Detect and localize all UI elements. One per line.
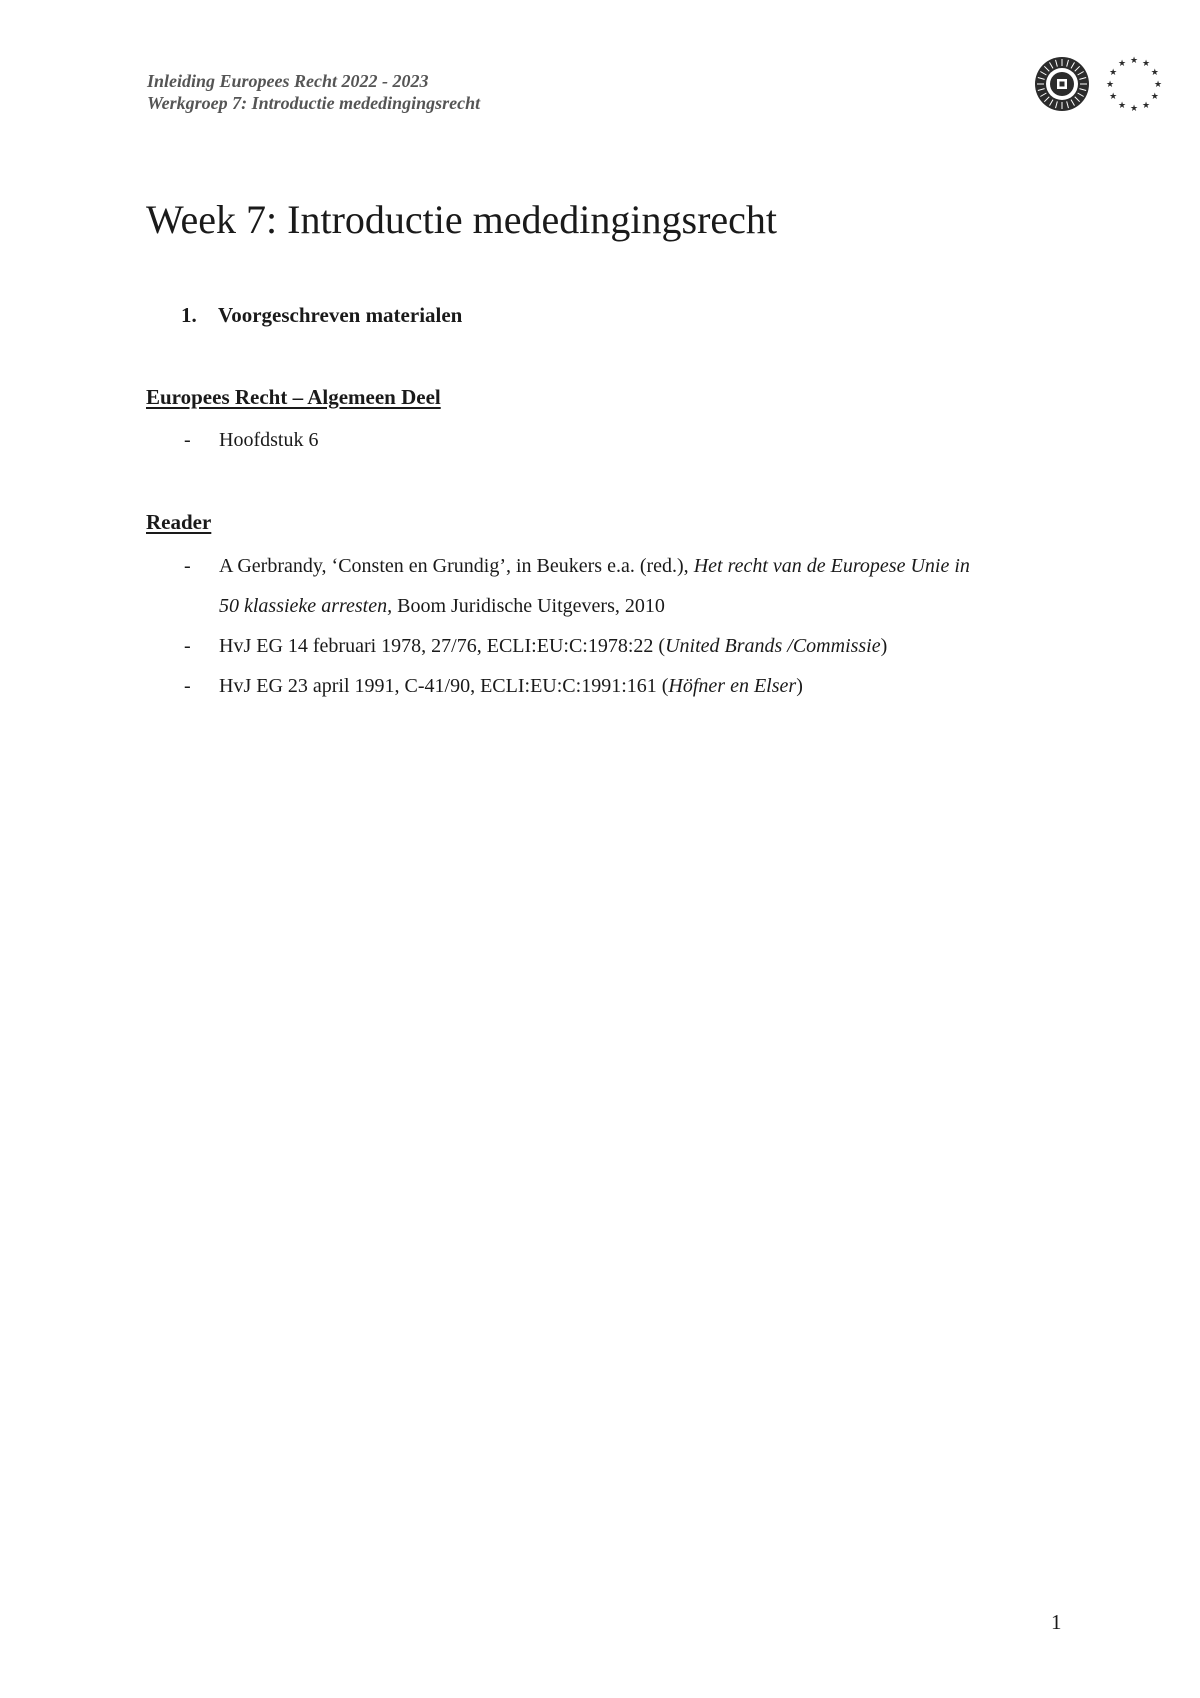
star-icon: ★: [1141, 100, 1151, 111]
list-item: [146, 666, 1076, 706]
reader-item-book-title: Het recht van de Europese Unie in: [693, 555, 970, 577]
reader-item-author: A Gerbrandy, ‘Consten en Grundig’, in Beukers e.a. (red.),: [219, 555, 689, 577]
list-item: [146, 546, 1076, 626]
case-name: United Brands /Commissie: [665, 635, 881, 657]
dash-bullet: -: [184, 635, 191, 657]
star-icon: ★: [1150, 68, 1159, 78]
case-citation-close: ): [796, 675, 803, 697]
star-icon: ★: [1150, 92, 1159, 102]
header-course-title: Inleiding Europees Recht 2022 - 2023: [147, 71, 429, 91]
section-number: 1.: [181, 303, 197, 327]
logo-group: [1034, 54, 1166, 114]
reader-heading: Reader: [146, 510, 212, 534]
book-heading: Europees Recht – Algemeen Deel: [146, 385, 441, 409]
reader-item-book-title-cont: 50 klassieke arresten,: [219, 595, 393, 617]
star-icon: ★: [1129, 104, 1139, 114]
book-list: [146, 420, 1076, 460]
star-icon: ★: [1105, 80, 1115, 90]
case-citation-close: ): [880, 635, 888, 657]
header-logos: [1034, 54, 1166, 114]
star-icon: ★: [1153, 80, 1163, 90]
university-seal-logo: [1035, 57, 1089, 111]
case-citation: HvJ EG 23 april 1991, C-41/90, ECLI:EU:C:1991:161 (: [219, 675, 669, 697]
star-icon: ★: [1141, 59, 1151, 70]
running-header: [147, 70, 480, 114]
page-title: Week 7: Introductie mededingingsrecht: [146, 197, 778, 242]
eu-stars-logo: [1106, 56, 1162, 114]
reader-list: [146, 546, 1076, 706]
dash-bullet: -: [184, 675, 191, 697]
dash-bullet: -: [184, 429, 191, 451]
star-icon: ★: [1117, 100, 1127, 111]
case-name: Höfner en Elser: [668, 675, 797, 697]
star-icon: ★: [1109, 68, 1118, 78]
section-heading-text: Voorgeschreven materialen: [218, 303, 463, 327]
dash-bullet: -: [184, 555, 191, 577]
list-item: [146, 420, 1076, 460]
page-number: 1: [1051, 1610, 1062, 1634]
list-item: [146, 626, 1076, 666]
star-icon: ★: [1117, 59, 1127, 70]
section-heading: [181, 302, 462, 328]
book-chapter: Hoofdstuk 6: [219, 429, 319, 451]
star-icon: ★: [1129, 56, 1139, 66]
reader-item-publisher: Boom Juridische Uitgevers, 2010: [397, 595, 665, 617]
star-icon: ★: [1109, 92, 1118, 102]
header-workgroup-title: Werkgroep 7: Introductie mededingingsrecht: [147, 93, 481, 113]
case-citation: HvJ EG 14 februari 1978, 27/76, ECLI:EU:C:1978:22 (: [219, 635, 666, 657]
